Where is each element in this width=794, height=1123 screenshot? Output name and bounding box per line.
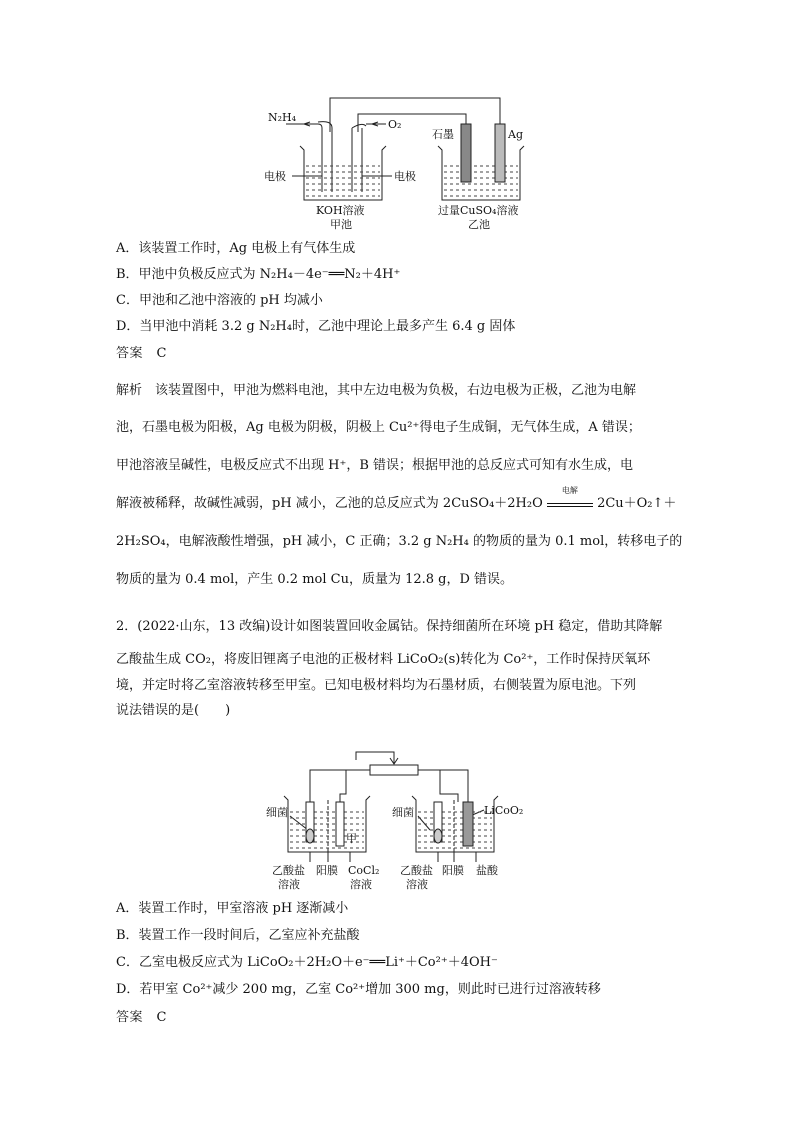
label-ag: Ag bbox=[508, 128, 523, 141]
q1-option-c: C．甲池和乙池中溶液的 pH 均减小 bbox=[116, 293, 323, 308]
label-cell-b: 乙池 bbox=[468, 218, 490, 231]
q1-analysis-line-1: 解析 该装置图中，甲池为燃料电池，其中左边电极为负极，右边电极为正极，乙池为电解 bbox=[116, 383, 637, 398]
bacteria-left bbox=[306, 829, 314, 843]
electrolysis-arrow bbox=[547, 486, 593, 507]
q1-analysis-line-4b: 2Cu＋O₂↑＋ bbox=[597, 496, 677, 511]
q2-answer: 答案 C bbox=[116, 1010, 167, 1025]
label-bacteria-left: 细菌 bbox=[266, 806, 288, 819]
q1-option-a: A．该装置工作时，Ag 电极上有气体生成 bbox=[116, 241, 356, 256]
label-cell-a: 甲池 bbox=[330, 218, 352, 231]
q1-analysis-line-2: 池，石墨电极为阳极，Ag 电极为阴极，阴极上 Cu²⁺得电子生成铜，无气体生成，A 错误； bbox=[116, 420, 641, 435]
label-hcl: 盐酸 bbox=[476, 864, 498, 877]
label-acetate-right-1: 乙酸盐 bbox=[400, 864, 433, 877]
q2-option-d: D．若甲室 Co²⁺减少 200 mg，乙室 Co²⁺增加 300 mg，则此时已进行过溶液转移 bbox=[116, 982, 601, 997]
q2-option-c: C．乙室电极反应式为 LiCoO₂＋2H₂O＋e⁻══Li⁺＋Co²⁺＋4OH⁻ bbox=[116, 955, 498, 970]
q1-analysis-line-4a: 解液被稀释，故碱性减弱，pH 减小，乙池的总反应式为 2CuSO₄＋2H₂O bbox=[116, 496, 543, 511]
figure-fuel-cell-electrolysis bbox=[260, 92, 540, 232]
q2-option-b: B．装置工作一段时间后，乙室应补充盐酸 bbox=[116, 928, 360, 943]
bacteria-right bbox=[434, 829, 442, 843]
label-bacteria-right: 细菌 bbox=[392, 806, 414, 819]
q1-analysis-line-4 bbox=[116, 486, 677, 514]
left-cathode bbox=[336, 802, 344, 846]
label-cocl2-2: 溶液 bbox=[350, 878, 372, 891]
ag-electrode bbox=[495, 124, 505, 182]
label-koh: KOH溶液 bbox=[316, 204, 365, 217]
q2-stem-line-2: 乙酸盐生成 CO₂，将废旧锂离子电池的正极材料 LiCoO₂(s)转化为 Co²⁺，工作时保持厌氧环 bbox=[116, 652, 651, 667]
q2-stem-line-4: 说法错误的是( ) bbox=[116, 703, 231, 718]
licoo2-electrode bbox=[463, 802, 473, 846]
label-acetate-left-1: 乙酸盐 bbox=[272, 864, 305, 877]
q1-option-b: B．甲池中负极反应式为 N₂H₄－4e⁻══N₂＋4H⁺ bbox=[116, 267, 401, 282]
q2-stem-line-3: 境，并定时将乙室溶液转移至甲室。已知电极材料均为石墨材质，右侧装置为原电池。下列 bbox=[116, 678, 637, 693]
label-cocl2-1: CoCl₂ bbox=[348, 864, 380, 877]
label-membrane-right: 阳膜 bbox=[442, 864, 464, 877]
label-acetate-right-2: 溶液 bbox=[406, 878, 428, 891]
q1-analysis-line-3: 甲池溶液呈碱性，电极反应式不出现 H⁺，B 错误；根据甲池的总反应式可知有水生成，电 bbox=[116, 458, 634, 473]
electrolysis-label: 电解 bbox=[561, 486, 578, 495]
label-n2h4: N₂H₄ bbox=[268, 111, 297, 124]
label-graphite: 石墨 bbox=[432, 128, 454, 141]
label-o2: O₂ bbox=[388, 118, 402, 131]
graphite-electrode bbox=[461, 124, 471, 182]
label-licoo2: LiCoO₂ bbox=[484, 804, 524, 817]
label-acetate-left-2: 溶液 bbox=[278, 878, 300, 891]
q1-option-d: D．当甲池中消耗 3.2 g N₂H₄时，乙池中理论上最多产生 6.4 g 固体 bbox=[116, 319, 516, 334]
label-membrane-left: 阳膜 bbox=[316, 864, 338, 877]
label-jia: 甲 bbox=[346, 832, 357, 845]
q2-option-a: A．装置工作时，甲室溶液 pH 逐渐减小 bbox=[116, 901, 349, 916]
label-electrode-left: 电极 bbox=[264, 170, 286, 183]
label-electrode-right: 电极 bbox=[394, 170, 416, 183]
figure-cobalt-recovery bbox=[262, 744, 542, 894]
label-cuso4: 过量CuSO₄溶液 bbox=[438, 204, 519, 217]
q1-answer: 答案 C bbox=[116, 346, 167, 361]
q1-analysis-line-5: 2H₂SO₄，电解液酸性增强，pH 减小，C 正确；3.2 g N₂H₄ 的物质的量为 0.1 mol，转移电子的 bbox=[116, 534, 683, 549]
q1-analysis-line-6: 物质的量为 0.4 mol，产生 0.2 mol Cu，质量为 12.8 g，D 错误。 bbox=[116, 572, 514, 587]
q2-stem-line-1: 2．(2022·山东，13 改编)设计如图装置回收金属钴。保持细菌所在环境 pH 稳定，借助其降解 bbox=[116, 619, 663, 634]
